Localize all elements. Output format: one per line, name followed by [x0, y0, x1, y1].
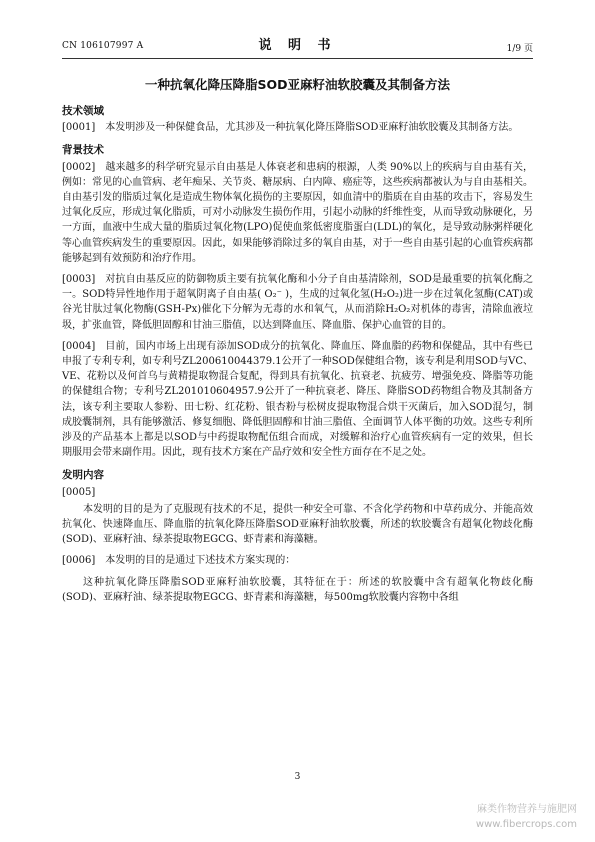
paragraph-0004: [62, 339, 533, 461]
document-title: 一种抗氧化降压降脂SOD亚麻籽油软胶囊及其制备方法: [144, 77, 450, 92]
heading-background: 背景技术: [62, 144, 104, 157]
paragraph-text: 本发明涉及一种保健食品，尤其涉及一种抗氧化降压降脂SOD亚麻籽油软胶囊及其制备方法。: [105, 122, 519, 134]
page-info: 1/9 页: [506, 44, 533, 54]
paragraph-0001: [62, 120, 533, 135]
paragraph-number: [0003]: [62, 274, 96, 286]
paragraph-text: 本发明的目的是通过下述技术方案实现的：: [105, 555, 296, 567]
paragraph-text: 目前，国内市场上出现有添加SOD成分的抗氧化、降血压、降血脂的药物和保健品，其中有些已申报了专利专利，如专利号ZL200610044379.1公开了一种SOD保健组合物，该专利是利用SOD与VC、VE、花粉以及何首乌与黄精提取物混合复配，得到具有抗氧化、抗衰老、抗疲劳、增强免疫、降脂等功能的保健组合物；专利号ZL201010604957.9公开了一种抗衰老、降压、降脂SOD药物组合物及其制备方法，该专利主要取人参粉、田七粉、红花粉、银杏粉与松树皮提取物混合烘干灭菌后，加入SOD混匀，制成胶囊制剂，具有能够激活、修复细胞、降低胆固醇和甘油三脂值、全面调节人体平衡的功效。这些专利所涉及的产品基本上都是以SOD与中药提取物配伍组合而成，对缓解和治疗心血管疾病有一定的效果，但长期服用会带来副作用。因此，现有技术方案在产品疗效和安全性方面存在不足之处。: [62, 340, 533, 459]
watermark-url: www.fibercrops.com: [475, 819, 577, 830]
paragraph-text: 越来越多的科学研究显示自由基是人体衰老和患病的根源，人类 90%以上的疾病与自由基有关，例如：常见的心血管病、老年痴呆、关节炎、糖尿病、白内障、癌症等，这些疾病都被认为与自由基相关。自由基引发的脂质过氧化是造成生物体氧化损伤的主要原因，如血清中的脂质在自由基的攻击下，容易发生过氧化反应，形成过氧化脂质，可对小动脉发生损伤作用，引起小动脉的纤维性变，从而导致动脉硬化，另一方面，血液中生成大量的脂质过氧化物(LPO)促使血浆低密度脂蛋白(LDL)的氧化，是导致动脉粥样硬化等心血管疾病发生的重要原因。因此，如果能够消除过多的氧自由基，对于一些自由基引起的心血管疾病都能够起到有效预防和治疗作用。: [62, 161, 533, 264]
heading-invention: 发明内容: [62, 469, 104, 482]
paragraph-text: 对抗自由基反应的防御物质主要有抗氧化酶和小分子自由基清除剂，SOD是最重要的抗氧化酶之一。SOD特异性地作用于超氧阴离子自由基( O₂⁻ )，生成的过氧化氢(H₂O₂)进一步在过氧化氢酶(CAT)或谷光甘肽过氧化物酶(GSH-Px)催化下分解为无毒的水和氧气，从而消除H₂O₂对机体的毒害，清除血液垃圾，扩张血管，降低胆固醇和甘油三脂值，以达到降血压、降血脂、保护心血管的目的。: [62, 274, 533, 331]
heading-tech-field: 技术领域: [62, 105, 104, 117]
page-number: 3: [294, 772, 301, 782]
paragraph-number: [0004]: [62, 340, 96, 352]
paragraph-0005: 本发明的目的是为了克服现有技术的不足，提供一种安全可靠、不含化学药物和中草药成分、并能高效抗氧化、快速降血压、降血脂的抗氧化降压降脂SOD亚麻籽油软胶囊，所述的软胶囊含有超氧化物歧化酶(SOD)、亚麻籽油、绿茶提取物EGCG、虾青素和海藻糖。: [62, 503, 533, 546]
paragraph-number: [0001]: [62, 122, 96, 134]
document-type: 说 明 书: [258, 38, 337, 53]
paragraph-0003: [62, 272, 533, 333]
paragraph-number: [0006]: [62, 555, 96, 567]
watermark-site-name: 麻类作物营养与施肥网: [477, 804, 577, 815]
patent-number: CN 106107997 A: [62, 41, 144, 51]
paragraph-0006-continued: 这种抗氧化降压降脂SOD亚麻籽油软胶囊，其特征在于：所述的软胶囊中含有超氧化物歧化酶(SOD)、亚麻籽油、绿茶提取物EGCG、虾青素和海藻糖，每500mg软胶囊内容物中各组: [62, 576, 533, 603]
site-watermark: [476, 802, 577, 832]
paragraph-0006: [62, 553, 533, 568]
paragraph-number: [0002]: [62, 161, 96, 173]
paragraph-0002: [62, 160, 533, 266]
document-body: [62, 104, 533, 611]
paragraph-number: [0005]: [62, 486, 96, 498]
header-rule: [62, 58, 533, 59]
